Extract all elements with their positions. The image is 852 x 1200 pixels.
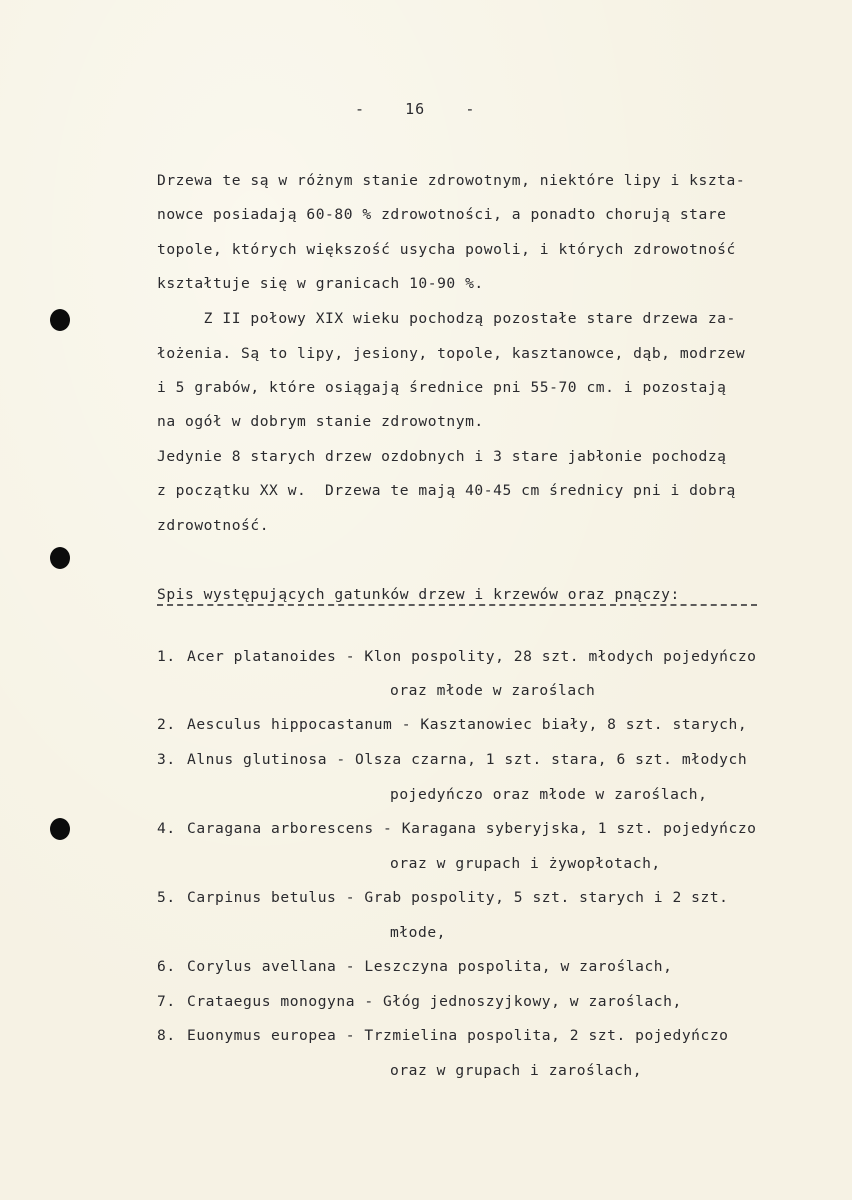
- list-item-text: Corylus avellana - Leszczyna pospolita, w zaroślach,: [187, 958, 673, 975]
- list-item-continuation: oraz w grupach i żywopłotach,: [390, 855, 661, 872]
- list-item-number: 1.: [157, 648, 176, 665]
- list-item: [157, 716, 747, 734]
- list-item-text: Acer platanoides - Klon pospolity, 28 szt. młodych pojedyńczo: [187, 648, 757, 665]
- punch-hole: [50, 309, 70, 331]
- list-item-continuation: młode,: [390, 924, 447, 941]
- paragraph-line: na ogół w dobrym stanie zdrowotnym.: [157, 413, 484, 430]
- list-item-continuation: oraz w grupach i zaroślach,: [390, 1062, 643, 1079]
- list-item-number: 6.: [157, 958, 176, 975]
- list-item-continuation: pojedyńczo oraz młode w zaroślach,: [390, 786, 708, 803]
- list-item-number: 3.: [157, 751, 176, 768]
- list-item-text: Carpinus betulus - Grab pospolity, 5 szt. starych i 2 szt.: [187, 889, 729, 906]
- list-item-text: Caragana arborescens - Karagana syberyjska, 1 szt. pojedyńczo: [187, 820, 757, 837]
- list-item-text: Alnus glutinosa - Olsza czarna, 1 szt. stara, 6 szt. młodych: [187, 751, 748, 768]
- list-item-text: Crataegus monogyna - Głóg jednoszyjkowy, w zaroślach,: [187, 993, 682, 1010]
- paragraph-line: zdrowotność.: [157, 517, 270, 534]
- list-item-number: 4.: [157, 820, 176, 837]
- heading-underline: [157, 604, 757, 606]
- list-item: [157, 751, 747, 769]
- list-item: [157, 648, 757, 666]
- page-number: - 16 -: [355, 100, 476, 118]
- paragraph-line: topole, których większość usycha powoli, i których zdrowotność: [157, 241, 736, 258]
- list-item: [157, 820, 757, 838]
- punch-hole: [50, 547, 70, 569]
- paragraph-line: i 5 grabów, które osiągają średnice pni 55-70 cm. i pozostają: [157, 379, 727, 396]
- list-item-text: Aesculus hippocastanum - Kasztanowiec biały, 8 szt. starych,: [187, 716, 748, 733]
- paragraph-line: Drzewa te są w różnym stanie zdrowotnym, niektóre lipy i kszta-: [157, 172, 746, 189]
- list-item: [157, 1027, 729, 1045]
- paragraph-line: Z II połowy XIX wieku pochodzą pozostałe stare drzewa za-: [157, 310, 736, 327]
- paragraph-line: Jedynie 8 starych drzew ozdobnych i 3 stare jabłonie pochodzą: [157, 448, 727, 465]
- list-item: [157, 993, 682, 1011]
- list-item-number: 5.: [157, 889, 176, 906]
- list-item-text: Euonymus europea - Trzmielina pospolita, 2 szt. pojedyńczo: [187, 1027, 729, 1044]
- paragraph-line: kształtuje się w granicach 10-90 %.: [157, 275, 484, 292]
- punch-hole: [50, 818, 70, 840]
- section-heading: Spis występujących gatunków drzew i krzewów oraz pnączy:: [157, 586, 680, 603]
- list-item: [157, 889, 729, 907]
- list-item-number: 8.: [157, 1027, 176, 1044]
- paragraph-line: z początku XX w. Drzewa te mają 40-45 cm średnicy pni i dobrą: [157, 482, 736, 499]
- list-item: [157, 958, 672, 976]
- list-item-number: 7.: [157, 993, 176, 1010]
- list-item-continuation: oraz młode w zaroślach: [390, 682, 596, 699]
- paragraph-line: nowce posiadają 60-80 % zdrowotności, a ponadto chorują stare: [157, 206, 727, 223]
- list-item-number: 2.: [157, 716, 176, 733]
- paragraph-line: łożenia. Są to lipy, jesiony, topole, kasztanowce, dąb, modrzew: [157, 345, 746, 362]
